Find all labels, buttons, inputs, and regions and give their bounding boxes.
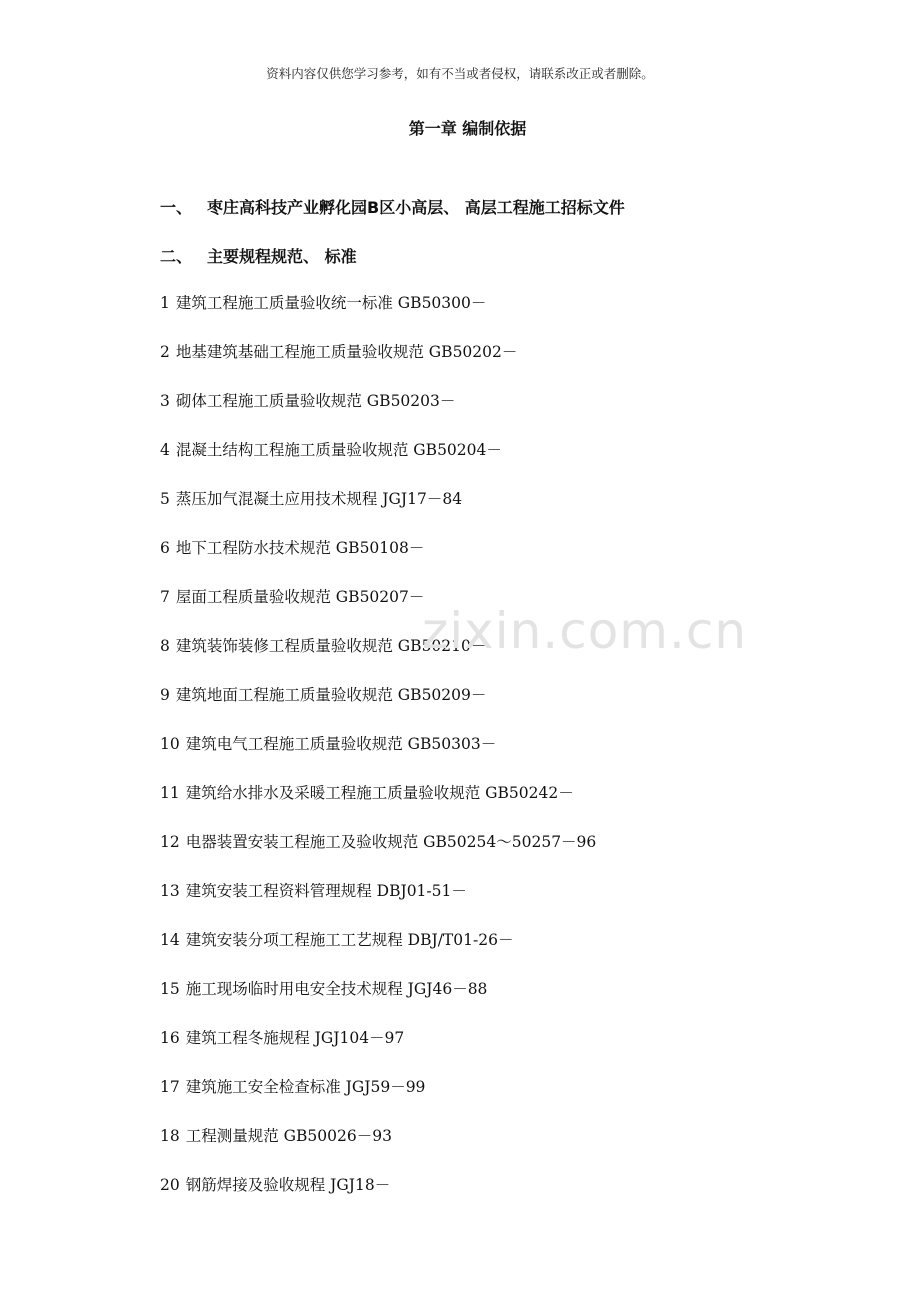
item-number: 9 <box>160 686 170 704</box>
list-item <box>160 1026 596 1075</box>
section-text: 主要规程规范、 标准 <box>207 247 357 266</box>
item-number: 11 <box>160 784 180 802</box>
item-text: 建筑安装工程资料管理规程 DBJ01-51－ <box>185 882 467 900</box>
item-text: 蒸压加气混凝土应用技术规程 JGJ17－84 <box>175 490 463 508</box>
header-notice: 资料内容仅供您学习参考，如有不当或者侵权，请联系改正或者删除。 <box>266 66 654 81</box>
item-number: 15 <box>160 980 180 998</box>
item-text: 建筑工程施工质量验收统一标准 GB50300－ <box>175 294 487 312</box>
list-item <box>160 438 596 487</box>
list-item <box>160 1173 596 1222</box>
item-text: 建筑给水排水及采暖工程施工质量验收规范 GB50242－ <box>185 784 574 802</box>
list-item <box>160 340 596 389</box>
item-number: 16 <box>160 1029 180 1047</box>
list-item <box>160 1124 596 1173</box>
item-text: 砌体工程施工质量验收规范 GB50203－ <box>175 392 456 410</box>
item-text: 建筑施工安全检查标准 JGJ59－99 <box>185 1078 426 1096</box>
section-heading-2 <box>160 244 357 267</box>
item-number: 6 <box>160 539 170 557</box>
list-item <box>160 389 596 438</box>
item-text: 电器装置安装工程施工及验收规范 GB50254～50257－96 <box>185 833 597 851</box>
item-text: 建筑装饰装修工程质量验收规范 GB50210－ <box>175 637 487 655</box>
list-item <box>160 585 596 634</box>
list-item <box>160 928 596 977</box>
item-text: 地下工程防水技术规范 GB50108－ <box>175 539 425 557</box>
section-number: 二、 <box>160 247 193 266</box>
item-text: 地基建筑基础工程施工质量验收规范 GB50202－ <box>175 343 518 361</box>
item-text: 施工现场临时用电安全技术规程 JGJ46－88 <box>185 980 488 998</box>
list-item <box>160 732 596 781</box>
list-item <box>160 781 596 830</box>
list-item <box>160 977 596 1026</box>
list-item <box>160 487 596 536</box>
item-number: 12 <box>160 833 180 851</box>
item-number: 2 <box>160 343 170 361</box>
item-text: 建筑工程冬施规程 JGJ104－97 <box>185 1029 405 1047</box>
item-text: 混凝土结构工程施工质量验收规范 GB50204－ <box>175 441 502 459</box>
item-number: 7 <box>160 588 170 606</box>
item-number: 3 <box>160 392 170 410</box>
item-number: 4 <box>160 441 170 459</box>
item-number: 8 <box>160 637 170 655</box>
section-heading-1 <box>160 195 625 218</box>
item-text: 建筑安装分项工程施工工艺规程 DBJ/T01-26－ <box>185 931 514 949</box>
standards-list <box>160 291 596 1222</box>
item-text: 建筑电气工程施工质量验收规范 GB50303－ <box>185 735 497 753</box>
item-number: 5 <box>160 490 170 508</box>
item-number: 1 <box>160 294 170 312</box>
item-text: 工程测量规范 GB50026－93 <box>185 1127 392 1145</box>
list-item <box>160 830 596 879</box>
item-number: 17 <box>160 1078 180 1096</box>
list-item <box>160 291 596 340</box>
list-item <box>160 1075 596 1124</box>
item-text: 钢筋焊接及验收规程 JGJ18－ <box>185 1176 391 1194</box>
list-item <box>160 683 596 732</box>
item-number: 18 <box>160 1127 180 1145</box>
section-text: 枣庄高科技产业孵化园B区小高层、 高层工程施工招标文件 <box>207 198 625 217</box>
item-number: 14 <box>160 931 180 949</box>
list-item <box>160 536 596 585</box>
list-item <box>160 879 596 928</box>
item-number: 13 <box>160 882 180 900</box>
item-number: 10 <box>160 735 180 753</box>
item-text: 屋面工程质量验收规范 GB50207－ <box>175 588 425 606</box>
watermark: zixin.com.cn <box>422 602 748 660</box>
item-text: 建筑地面工程施工质量验收规范 GB50209－ <box>175 686 487 704</box>
chapter-title: 第一章 编制依据 <box>408 119 527 138</box>
item-number: 20 <box>160 1176 180 1194</box>
section-number: 一、 <box>160 198 193 217</box>
list-item <box>160 634 596 683</box>
